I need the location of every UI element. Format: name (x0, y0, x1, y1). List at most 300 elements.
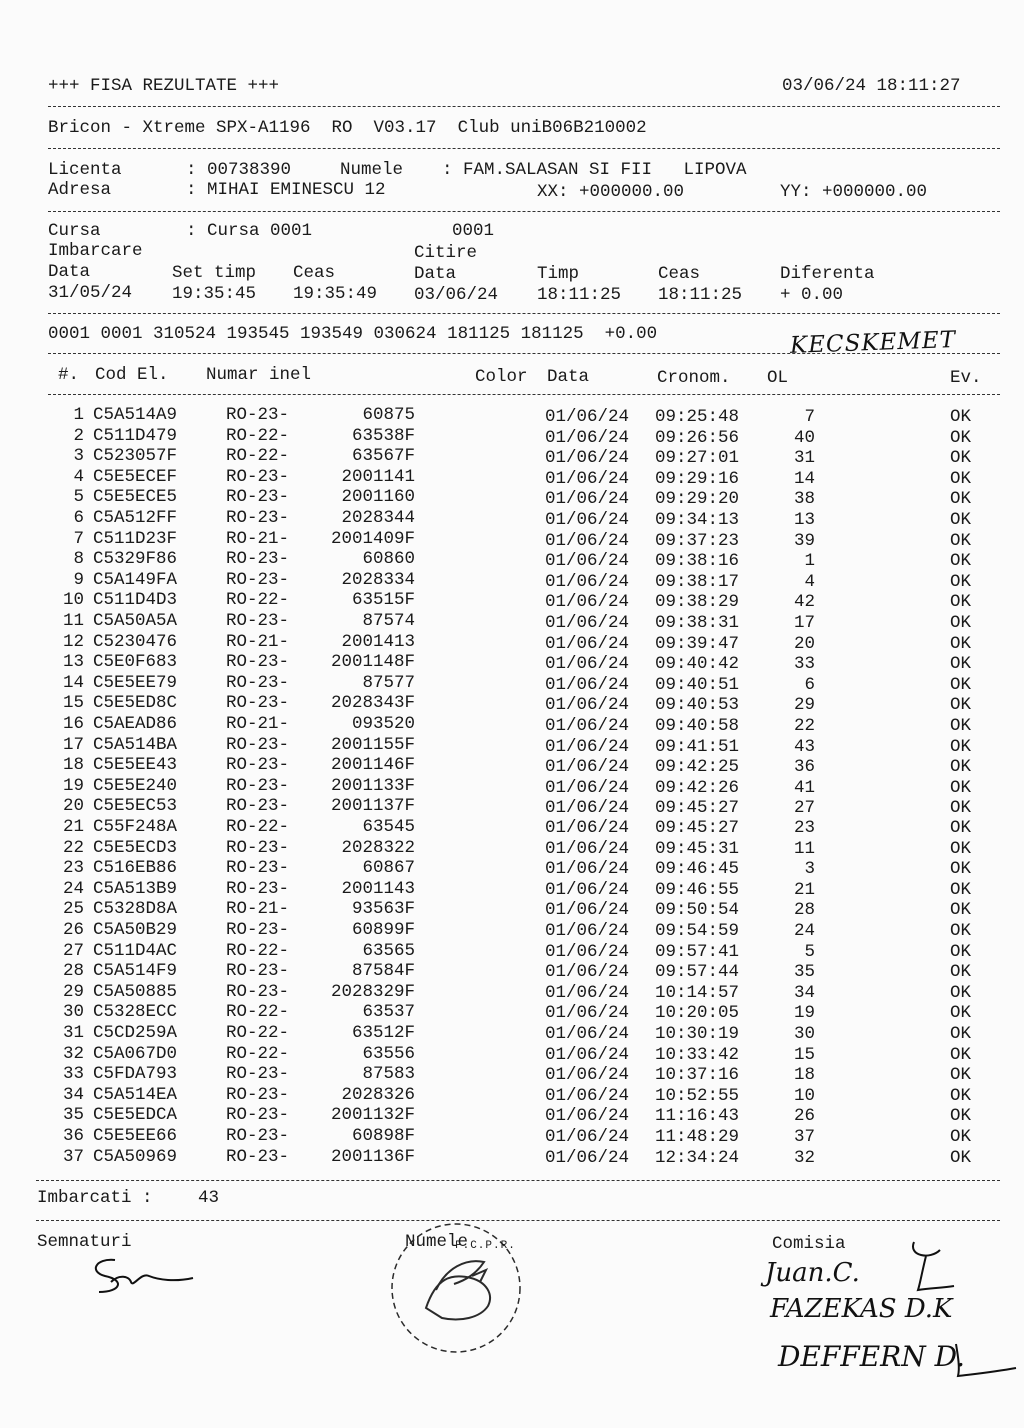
row-ring-prefix: RO-23- (226, 920, 290, 940)
row-ring-number: 2001409F (330, 528, 415, 549)
row-ring-number: 2001148F (330, 652, 415, 673)
table-row (0, 1105, 1024, 1126)
row-date: 01/06/24 (545, 510, 630, 530)
row-ev: OK (950, 468, 972, 489)
row-ev: OK (950, 448, 972, 469)
row-date: 01/06/24 (545, 982, 630, 1003)
table-row (0, 446, 1024, 467)
row-ol: 37 (793, 1127, 815, 1147)
row-ring-number: 63537 (362, 1002, 415, 1023)
col-ceas2: Ceas (658, 264, 701, 284)
row-cronom: 09:26:56 (655, 427, 740, 448)
row-ev: OK (950, 798, 972, 819)
row-number: 31 (62, 1023, 84, 1043)
row-number: 29 (62, 981, 84, 1002)
row-date: 01/06/24 (545, 551, 630, 572)
row-ring-number: 2028322 (341, 837, 415, 858)
row-ol: 32 (793, 1147, 815, 1168)
th-inel: Numar inel (206, 365, 312, 385)
numele-label: Numele (340, 160, 404, 180)
row-date: 01/06/24 (545, 900, 630, 921)
row-cronom: 09:25:48 (655, 407, 740, 427)
th-color: Color (475, 367, 528, 387)
row-ring-number: 87583 (362, 1064, 415, 1085)
row-date: 01/06/24 (545, 798, 630, 819)
th-ol: OL (767, 368, 789, 388)
row-number: 24 (62, 878, 84, 899)
row-cod-el: C5E5ED8C (93, 693, 178, 714)
col-ceas1: Ceas (293, 263, 336, 283)
row-cronom: 09:57:41 (655, 941, 740, 962)
row-number: 33 (62, 1064, 84, 1085)
row-ring-prefix: RO-23- (226, 569, 290, 590)
row-ring-prefix: RO-22- (226, 590, 290, 611)
row-cronom: 11:16:43 (655, 1106, 740, 1127)
row-ring-number: 2001133F (330, 775, 415, 796)
row-number: 1 (73, 405, 84, 425)
row-number: 17 (62, 734, 84, 755)
separator (48, 313, 1000, 314)
signature-4-text: DEFFERN D. (778, 1340, 966, 1373)
table-row (0, 714, 1024, 735)
row-number: 16 (62, 714, 84, 734)
row-ring-number: 2001137F (330, 796, 415, 817)
row-ol: 22 (793, 716, 815, 736)
val-set-timp: 19:35:45 (172, 284, 257, 304)
row-ring-prefix: RO-22- (226, 1043, 290, 1064)
table-row (0, 941, 1024, 962)
separator (36, 1180, 1000, 1181)
row-number: 11 (62, 611, 84, 631)
row-cod-el: C511D4AC (93, 940, 178, 961)
row-ev: OK (950, 1024, 972, 1044)
signature-scribble-1 (85, 1252, 205, 1302)
row-ol: 17 (793, 613, 815, 633)
row-ol: 36 (793, 757, 815, 778)
signature-mark (900, 1236, 960, 1296)
row-date: 01/06/24 (545, 1003, 630, 1024)
th-data: Data (547, 367, 590, 387)
row-date: 01/06/24 (545, 1147, 630, 1168)
row-ev: OK (950, 654, 972, 675)
adresa-label: Adresa (48, 180, 112, 200)
device-line: Bricon - Xtreme SPX-A1196 RO V03.17 Club uniB06B210002 (48, 118, 647, 138)
row-ring-prefix: RO-23- (226, 981, 290, 1002)
col-data1: Data (48, 262, 91, 282)
row-ring-number: 60860 (362, 549, 415, 570)
row-ring-prefix: RO-23- (226, 508, 290, 528)
row-ol: 7 (804, 407, 815, 427)
row-ev: OK (950, 674, 972, 695)
row-ring-number: 2001413 (341, 631, 415, 652)
row-number: 27 (62, 940, 84, 961)
row-ring-number: 87577 (362, 672, 415, 693)
row-ring-number: 2001132F (330, 1105, 415, 1126)
val-data2: 03/06/24 (414, 285, 499, 305)
row-cod-el: C5E5E240 (93, 775, 178, 796)
separator (48, 211, 1000, 212)
row-number: 19 (62, 775, 84, 796)
row-ev: OK (950, 859, 972, 880)
row-cronom: 09:50:54 (655, 900, 740, 921)
row-cod-el: C5A50885 (93, 981, 178, 1002)
table-row (0, 776, 1024, 797)
table-row (0, 1064, 1024, 1085)
row-cronom: 09:38:16 (655, 551, 740, 572)
row-date: 01/06/24 (545, 530, 630, 551)
row-cod-el: C511D23F (93, 528, 178, 549)
row-ring-number: 2028334 (341, 569, 415, 590)
table-row (0, 426, 1024, 447)
row-ev: OK (950, 613, 972, 633)
row-ring-number: 2028344 (341, 508, 415, 528)
row-date: 01/06/24 (545, 407, 630, 427)
row-ev: OK (950, 941, 972, 962)
separator (48, 394, 1000, 395)
imbarcati-label: Imbarcati : (37, 1188, 153, 1208)
row-ring-prefix: RO-22- (226, 940, 290, 961)
row-ring-prefix: RO-23- (226, 672, 290, 693)
table-row (0, 508, 1024, 529)
row-date: 01/06/24 (545, 1106, 630, 1127)
row-ol: 28 (793, 900, 815, 921)
row-cod-el: C5A513B9 (93, 878, 178, 899)
row-date: 01/06/24 (545, 1127, 630, 1147)
row-cronom: 09:38:31 (655, 613, 740, 633)
row-date: 01/06/24 (545, 736, 630, 757)
row-ev: OK (950, 510, 972, 530)
row-ev: OK (950, 838, 972, 859)
numele-footer-label: Numele (405, 1232, 469, 1252)
row-cod-el: C5E5EE43 (93, 755, 178, 776)
table-row (0, 879, 1024, 900)
row-cronom: 09:40:42 (655, 654, 740, 675)
row-number: 30 (62, 1002, 84, 1023)
row-date: 01/06/24 (545, 921, 630, 941)
row-ring-number: 2028326 (341, 1084, 415, 1105)
row-cronom: 10:14:57 (655, 982, 740, 1003)
row-ring-prefix: RO-23- (226, 1064, 290, 1085)
row-ring-prefix: RO-23- (226, 1126, 290, 1146)
row-cronom: 10:37:16 (655, 1065, 740, 1086)
row-cronom: 10:52:55 (655, 1085, 740, 1106)
row-cod-el: C5A514F9 (93, 961, 178, 982)
row-ev: OK (950, 1127, 972, 1147)
row-number: 9 (73, 569, 84, 590)
row-cod-el: C5CD259A (93, 1023, 178, 1043)
row-date: 01/06/24 (545, 1024, 630, 1044)
row-cronom: 09:42:25 (655, 757, 740, 778)
row-ring-prefix: RO-22- (226, 425, 290, 446)
row-ring-prefix: RO-23- (226, 734, 290, 755)
row-ol: 3 (804, 859, 815, 880)
row-ring-prefix: RO-23- (226, 858, 290, 879)
row-ev: OK (950, 818, 972, 838)
row-date: 01/06/24 (545, 571, 630, 592)
row-ring-prefix: RO-22- (226, 817, 290, 837)
row-ring-number: 87574 (362, 611, 415, 631)
stamp-text: F.C.P.R. (455, 1240, 516, 1252)
val-diferenta: + 0.00 (780, 285, 844, 305)
row-ring-prefix: RO-23- (226, 755, 290, 776)
row-ring-number: 2028343F (330, 693, 415, 714)
row-date: 01/06/24 (545, 633, 630, 654)
row-cronom: 09:45:27 (655, 818, 740, 838)
row-ev: OK (950, 592, 972, 613)
row-number: 15 (62, 693, 84, 714)
row-ring-number: 63556 (362, 1043, 415, 1064)
table-row (0, 838, 1024, 859)
row-ring-prefix: RO-23- (226, 796, 290, 817)
row-ring-prefix: RO-23- (226, 837, 290, 858)
row-date: 01/06/24 (545, 1044, 630, 1065)
row-number: 7 (73, 528, 84, 549)
row-ev: OK (950, 962, 972, 983)
row-number: 14 (62, 672, 84, 693)
row-cronom: 09:34:13 (655, 510, 740, 530)
row-ev: OK (950, 736, 972, 757)
row-ol: 38 (793, 489, 815, 510)
row-ol: 30 (793, 1024, 815, 1044)
row-date: 01/06/24 (545, 757, 630, 778)
row-number: 6 (73, 508, 84, 528)
row-ring-number: 60899F (351, 920, 415, 940)
row-ring-number: 93563F (351, 899, 415, 920)
table-row (0, 1147, 1024, 1168)
row-cod-el: C5E5EE79 (93, 672, 178, 693)
row-ol: 29 (793, 695, 815, 716)
row-number: 35 (62, 1105, 84, 1126)
row-number: 10 (62, 590, 84, 611)
row-date: 01/06/24 (545, 962, 630, 983)
row-ring-number: 2028329F (330, 981, 415, 1002)
table-row (0, 1044, 1024, 1065)
row-cod-el: C5E5EDCA (93, 1105, 178, 1126)
val-ceas1: 19:35:49 (293, 284, 378, 304)
row-cronom: 09:46:55 (655, 879, 740, 900)
row-cod-el: C5AEAD86 (93, 714, 178, 734)
row-cod-el: C5A50A5A (93, 611, 178, 631)
row-ol: 43 (793, 736, 815, 757)
row-ol: 14 (793, 468, 815, 489)
row-number: 22 (62, 837, 84, 858)
row-cod-el: C5230476 (93, 631, 178, 652)
row-number: 25 (62, 899, 84, 920)
row-ol: 41 (793, 777, 815, 798)
row-ev: OK (950, 757, 972, 778)
table-row (0, 570, 1024, 591)
row-cronom: 10:33:42 (655, 1044, 740, 1065)
th-nr: #. (58, 365, 80, 385)
row-ring-number: 60867 (362, 858, 415, 879)
row-ring-number: 63565 (362, 940, 415, 961)
row-cronom: 09:45:27 (655, 798, 740, 819)
table-row (0, 487, 1024, 508)
row-ol: 6 (804, 674, 815, 695)
row-cod-el: C5A149FA (93, 569, 178, 590)
coord-xx: XX: +000000.00 (537, 182, 685, 202)
row-ring-prefix: RO-23- (226, 878, 290, 899)
row-ol: 13 (793, 510, 815, 530)
th-cronom: Cronom. (657, 368, 731, 388)
row-cronom: 09:54:59 (655, 921, 740, 941)
table-row (0, 961, 1024, 982)
row-ring-prefix: RO-23- (226, 549, 290, 570)
row-cod-el: C5E5ECEF (93, 466, 178, 487)
row-cronom: 09:40:51 (655, 674, 740, 695)
col-data2: Data (414, 264, 457, 284)
row-ol: 31 (793, 448, 815, 469)
row-ring-prefix: RO-22- (226, 446, 290, 467)
row-date: 01/06/24 (545, 448, 630, 469)
row-ring-prefix: RO-23- (226, 466, 290, 487)
row-ev: OK (950, 879, 972, 900)
row-ev: OK (950, 489, 972, 510)
row-ring-number: 2001155F (330, 734, 415, 755)
row-number: 20 (62, 796, 84, 817)
table-row (0, 652, 1024, 673)
row-date: 01/06/24 (545, 489, 630, 510)
row-date: 01/06/24 (545, 1065, 630, 1086)
val-timp: 18:11:25 (537, 285, 622, 305)
row-cod-el: C5E5ECD3 (93, 837, 178, 858)
row-ev: OK (950, 900, 972, 921)
separator (48, 148, 1000, 149)
row-cod-el: C5A512FF (93, 508, 178, 528)
row-ring-number: 2001160 (341, 487, 415, 508)
row-cod-el: C5A514A9 (93, 405, 178, 425)
row-number: 21 (62, 817, 84, 837)
row-ol: 19 (793, 1003, 815, 1024)
row-number: 23 (62, 858, 84, 879)
table-row (0, 1023, 1024, 1044)
row-ol: 27 (793, 798, 815, 819)
row-ring-number: 2001143 (341, 878, 415, 899)
table-row (0, 693, 1024, 714)
row-cronom: 09:29:20 (655, 489, 740, 510)
table-row (0, 858, 1024, 879)
row-ol: 1 (804, 551, 815, 572)
row-ev: OK (950, 777, 972, 798)
row-ev: OK (950, 571, 972, 592)
row-ev: OK (950, 1106, 972, 1127)
row-ol: 24 (793, 921, 815, 941)
row-ol: 18 (793, 1065, 815, 1086)
table-row (0, 982, 1024, 1003)
row-cod-el: C5A50969 (93, 1146, 178, 1167)
row-ring-number: 87584F (351, 961, 415, 982)
row-ring-prefix: RO-23- (226, 405, 290, 425)
row-cod-el: C5328ECC (93, 1002, 178, 1023)
row-ring-number: 093520 (351, 714, 415, 734)
row-number: 32 (62, 1043, 84, 1064)
row-date: 01/06/24 (545, 674, 630, 695)
row-ev: OK (950, 530, 972, 551)
table-row (0, 611, 1024, 632)
table-row (0, 735, 1024, 756)
row-number: 34 (62, 1084, 84, 1105)
th-ev: Ev. (950, 368, 982, 388)
row-date: 01/06/24 (545, 838, 630, 859)
row-ring-number: 63567F (351, 446, 415, 467)
col-timp: Timp (537, 264, 580, 284)
row-ol: 11 (793, 838, 815, 859)
row-cronom: 09:40:53 (655, 695, 740, 716)
comisia-label: Comisia (772, 1234, 846, 1254)
row-number: 26 (62, 920, 84, 940)
row-cronom: 09:41:51 (655, 736, 740, 757)
row-cod-el: C5FDA793 (93, 1064, 178, 1085)
row-cronom: 09:38:17 (655, 571, 740, 592)
row-cronom: 11:48:29 (655, 1127, 740, 1147)
row-cod-el: C5A50B29 (93, 920, 178, 940)
row-ev: OK (950, 982, 972, 1003)
cursa-label: Cursa (48, 221, 101, 241)
sheet-title: +++ FISA REZULTATE +++ (48, 76, 280, 96)
table-row (0, 590, 1024, 611)
table-row (0, 796, 1024, 817)
col-diferenta: Diferenta (780, 264, 875, 284)
table-row (0, 632, 1024, 653)
imbarcare-label: Imbarcare (48, 241, 143, 261)
row-ring-number: 63538F (351, 425, 415, 446)
row-number: 36 (62, 1126, 84, 1146)
row-cronom: 09:29:16 (655, 468, 740, 489)
row-cronom: 09:39:47 (655, 633, 740, 654)
row-ring-prefix: RO-21- (226, 631, 290, 652)
row-ring-prefix: RO-23- (226, 652, 290, 673)
row-ev: OK (950, 695, 972, 716)
row-ol: 4 (804, 571, 815, 592)
row-date: 01/06/24 (545, 777, 630, 798)
row-ring-prefix: RO-23- (226, 693, 290, 714)
val-data1: 31/05/24 (48, 283, 133, 303)
adresa-value: : MIHAI EMINESCU 12 (186, 180, 386, 200)
signature-3-text: FAZEKAS D.K (770, 1294, 953, 1324)
row-ol: 20 (793, 633, 815, 654)
row-date: 01/06/24 (545, 879, 630, 900)
row-cod-el: C5329F86 (93, 549, 178, 570)
table-row (0, 899, 1024, 920)
row-date: 01/06/24 (545, 941, 630, 962)
licenta-value: : 00738390 (186, 160, 292, 180)
row-ol: 5 (804, 941, 815, 962)
row-ring-prefix: RO-23- (226, 1146, 290, 1167)
licenta-label: Licenta (48, 160, 122, 180)
row-date: 01/06/24 (545, 613, 630, 633)
row-ol: 34 (793, 982, 815, 1003)
row-ring-number: 2001146F (330, 755, 415, 776)
row-cronom: 09:57:44 (655, 962, 740, 983)
row-cod-el: C511D4D3 (93, 590, 178, 611)
citire-label: Citire (414, 243, 478, 263)
row-number: 28 (62, 961, 84, 982)
row-ring-prefix: RO-21- (226, 899, 290, 920)
row-date: 01/06/24 (545, 818, 630, 838)
row-date: 01/06/24 (545, 468, 630, 489)
row-date: 01/06/24 (545, 592, 630, 613)
row-cronom: 09:40:58 (655, 716, 740, 736)
cursa-code: 0001 (452, 221, 495, 241)
row-ol: 23 (793, 818, 815, 838)
row-ol: 35 (793, 962, 815, 983)
row-ring-prefix: RO-23- (226, 775, 290, 796)
row-ring-number: 63545 (362, 817, 415, 837)
table-row (0, 549, 1024, 570)
row-date: 01/06/24 (545, 716, 630, 736)
table-row (0, 467, 1024, 488)
row-cod-el: C5A067D0 (93, 1043, 178, 1064)
